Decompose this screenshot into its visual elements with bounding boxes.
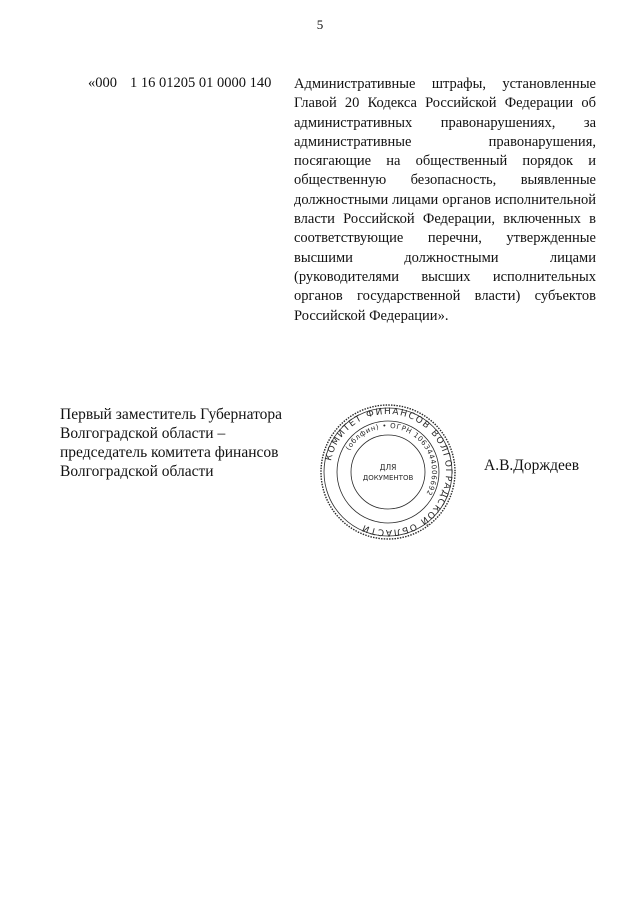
seal-outer-text: КОМИТЕТ ФИНАНСОВ ВОЛГОГРАДСКОЙ ОБЛАСТИ [324, 406, 454, 538]
code-prefix: «000 [88, 75, 117, 91]
official-seal-icon [318, 402, 458, 542]
seal-middle-ring [337, 421, 439, 523]
seal-inner-ring [351, 435, 425, 509]
code-description: Административные штрафы, установленные Главой 20 Кодекса Российской Федерации об административных правонарушениях, за административные правонарушения, посягающие на общественный порядок и общественную безопасность, выявленные должностными лицами органов исполнительной власти Российской Федерации, включенных в соответствующие перечни, утвержденные высшими должностными лицами (руководителями высших исполнительных органов государственной власти) субъектов Российской Федерации». [294, 76, 596, 324]
signatory-position-line: Волгоградской области [60, 463, 214, 480]
signatory-position-line: Первый заместитель Губернатора [60, 406, 283, 423]
page-number: 5 [316, 17, 324, 32]
kbk-code: 1 16 01205 01 0000 140 [130, 75, 272, 91]
signatory-position-line: председатель комитета финансов [60, 444, 279, 461]
signer-name: А.В.Дорждеев [484, 457, 580, 474]
seal-center-text: ДОКУМЕНТОВ [362, 474, 414, 482]
seal-inner-text: (облфин) • ОГРН 1063444006692 [344, 421, 439, 498]
seal-center-text: ДЛЯ [379, 463, 397, 472]
signatory-position [60, 405, 320, 481]
signatory-position-line: Волгоградской области – [60, 425, 226, 442]
